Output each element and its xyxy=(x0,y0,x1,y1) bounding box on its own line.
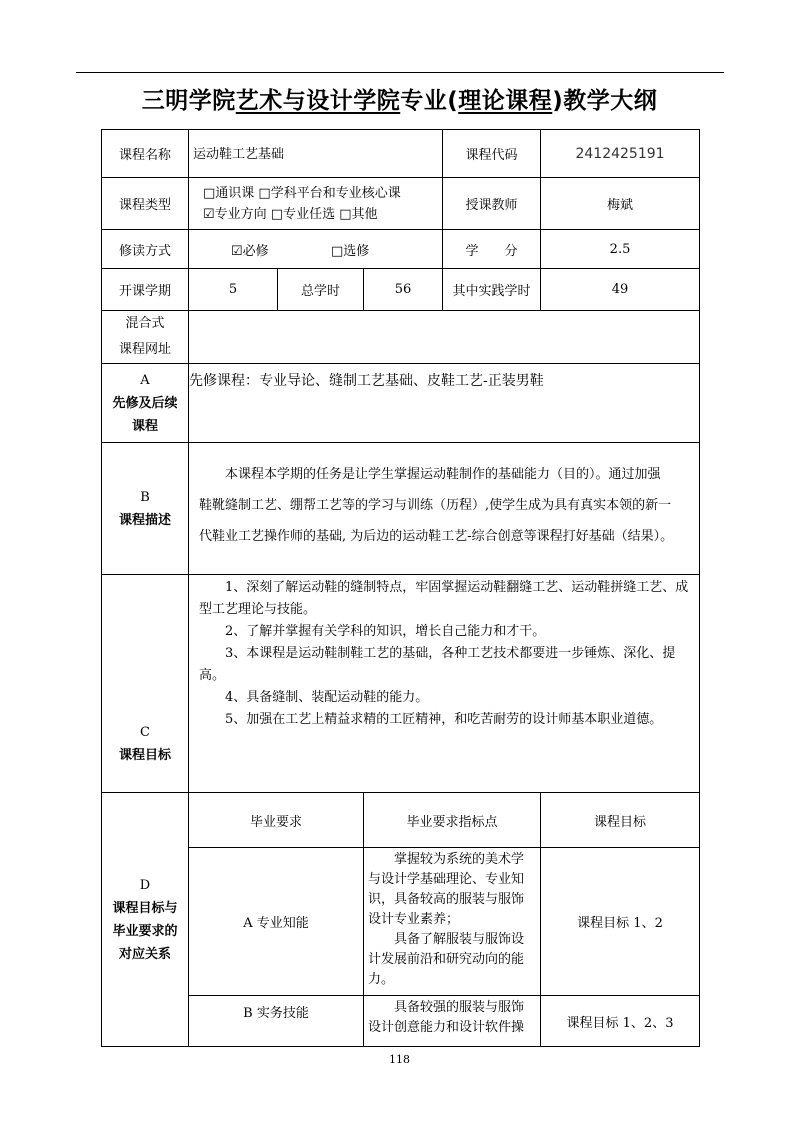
course-type-label: 课程类型 xyxy=(102,178,189,230)
course-name-label: 课程名称 xyxy=(102,130,189,178)
study-mode-options xyxy=(189,230,443,269)
table-row xyxy=(102,996,700,1047)
practice-hours-label: 其中实践学时 xyxy=(443,269,541,311)
credit-value: 2.5 xyxy=(541,230,700,269)
section-b-line-2: 鞋靴缝制工艺、绷帮工艺等的学习与训练（历程）,使学生成为具有真实本领的新一 xyxy=(199,498,672,513)
title-college: 艺术与设计学院 xyxy=(235,88,401,114)
title-suffix: )教学大纲 xyxy=(552,88,658,114)
section-d-name-2: 毕业要求的 xyxy=(112,923,178,939)
row-blended xyxy=(102,311,700,364)
course-type-line-2: ☑专业方向 □专业任选 □其他 xyxy=(203,206,378,222)
requirement-cell: B 实务技能 xyxy=(189,996,364,1047)
course-code-value: 2412425191 xyxy=(541,130,700,178)
blended-label-2: 课程网址 xyxy=(118,342,171,357)
section-a-text: 先修课程：专业导论、缝制工艺基础、皮鞋工艺-正装男鞋 xyxy=(189,364,700,443)
course-code-label: 课程代码 xyxy=(443,130,541,178)
indicator-cell xyxy=(364,848,541,996)
study-mode-label: 修读方式 xyxy=(102,230,189,269)
table-row xyxy=(102,848,700,996)
section-a-key: A xyxy=(140,372,150,388)
section-c-name: 课程目标 xyxy=(118,747,171,763)
section-b-text xyxy=(189,443,700,575)
indicator-cell xyxy=(364,996,541,1047)
section-c-goals xyxy=(189,575,700,793)
header-goal: 课程目标 xyxy=(541,793,700,848)
total-hours-value: 56 xyxy=(364,269,443,311)
section-d-label xyxy=(102,793,189,1047)
teacher-value: 梅斌 xyxy=(541,178,700,230)
row-study-mode xyxy=(102,230,700,269)
goal-cell: 课程目标 1、2 xyxy=(541,848,700,996)
section-c-key: C xyxy=(140,724,150,740)
section-d-key: D xyxy=(139,877,151,893)
row-course-name xyxy=(102,130,700,178)
row-section-a xyxy=(102,364,700,443)
section-a-name-1: 先修及后续 xyxy=(112,395,178,411)
section-b-line-1: 本课程本学期的任务是让学生掌握运动鞋制作的基础能力（目的）。通过加强 xyxy=(225,467,661,482)
course-type-options xyxy=(189,178,443,230)
row-course-type xyxy=(102,178,700,230)
semester-value: 5 xyxy=(189,269,278,311)
blended-label-1: 混合式 xyxy=(125,316,165,331)
row-section-d-header xyxy=(102,793,700,848)
section-d-name-1: 课程目标与 xyxy=(112,900,178,916)
goal-item: 3、本课程是运动鞋制鞋工艺的基础，各种工艺技术都要进一步锤炼、深化、提高。 xyxy=(199,646,676,683)
course-type-line-1: □通识课 □学科平台和专业核心课 xyxy=(203,185,401,201)
indicator-text-1: 具备较强的服装与服饰设计创意能力和设计软件操 xyxy=(368,1000,525,1035)
goal-item: 1、深刻了解运动鞋的缝制特点，牢固掌握运动鞋翻缝工艺、运动鞋拼缝工艺、成型工艺理论与技能。 xyxy=(199,580,689,617)
indicator-text-2: 具备了解服装与服饰设计发展前沿和研究动向的能力。 xyxy=(368,932,525,987)
title-course-kind: 理论课程 xyxy=(458,88,553,114)
header-indicator: 毕业要求指标点 xyxy=(364,793,541,848)
mode-required: ☑必修 xyxy=(231,243,269,259)
semester-label: 开课学期 xyxy=(102,269,189,311)
goal-cell: 课程目标 1、2、3 xyxy=(541,996,700,1047)
teacher-label: 授课教师 xyxy=(443,178,541,230)
header-rule xyxy=(76,72,724,73)
section-a-name-2: 课程 xyxy=(131,418,158,434)
section-b-key: B xyxy=(140,489,150,505)
header-requirement: 毕业要求 xyxy=(189,793,364,848)
section-c-label xyxy=(102,575,189,793)
row-hours xyxy=(102,269,700,311)
title-middle: 专业( xyxy=(400,88,459,114)
blended-label xyxy=(102,311,189,364)
indicator-text-1: 掌握较为系统的美术学与设计学基础理论、专业知识，具备较高的服装与服饰设计专业素养； xyxy=(368,852,525,927)
goal-item: 4、具备缝制、装配运动鞋的能力。 xyxy=(225,690,429,705)
goal-item: 2、了解并掌握有关学科的知识，增长自己能力和才干。 xyxy=(225,624,546,639)
section-b-name: 课程描述 xyxy=(118,512,171,528)
section-a-label xyxy=(102,364,189,443)
blended-value xyxy=(189,311,700,364)
row-section-b xyxy=(102,443,700,575)
section-b-line-3: 代鞋业工艺操作师的基础, 为后边的运动鞋工艺-综合创意等课程打好基础（结果）。 xyxy=(199,529,674,544)
mode-elective: □选修 xyxy=(331,243,370,259)
requirement-cell: A 专业知能 xyxy=(189,848,364,996)
page-title xyxy=(0,82,799,115)
total-hours-label: 总学时 xyxy=(278,269,364,311)
goal-item: 5、加强在工艺上精益求精的工匠精神，和吃苦耐劳的设计师基本职业道德。 xyxy=(225,712,663,727)
credit-label: 学 分 xyxy=(443,230,541,269)
title-prefix: 三明学院 xyxy=(141,88,236,114)
syllabus-table xyxy=(101,129,700,1047)
section-b-label xyxy=(102,443,189,575)
section-d-name-3: 对应关系 xyxy=(118,946,171,962)
practice-hours-value: 49 xyxy=(541,269,700,311)
page-number: 118 xyxy=(389,1053,410,1066)
row-section-c xyxy=(102,575,700,793)
course-name-value: 运动鞋工艺基础 xyxy=(189,130,443,178)
